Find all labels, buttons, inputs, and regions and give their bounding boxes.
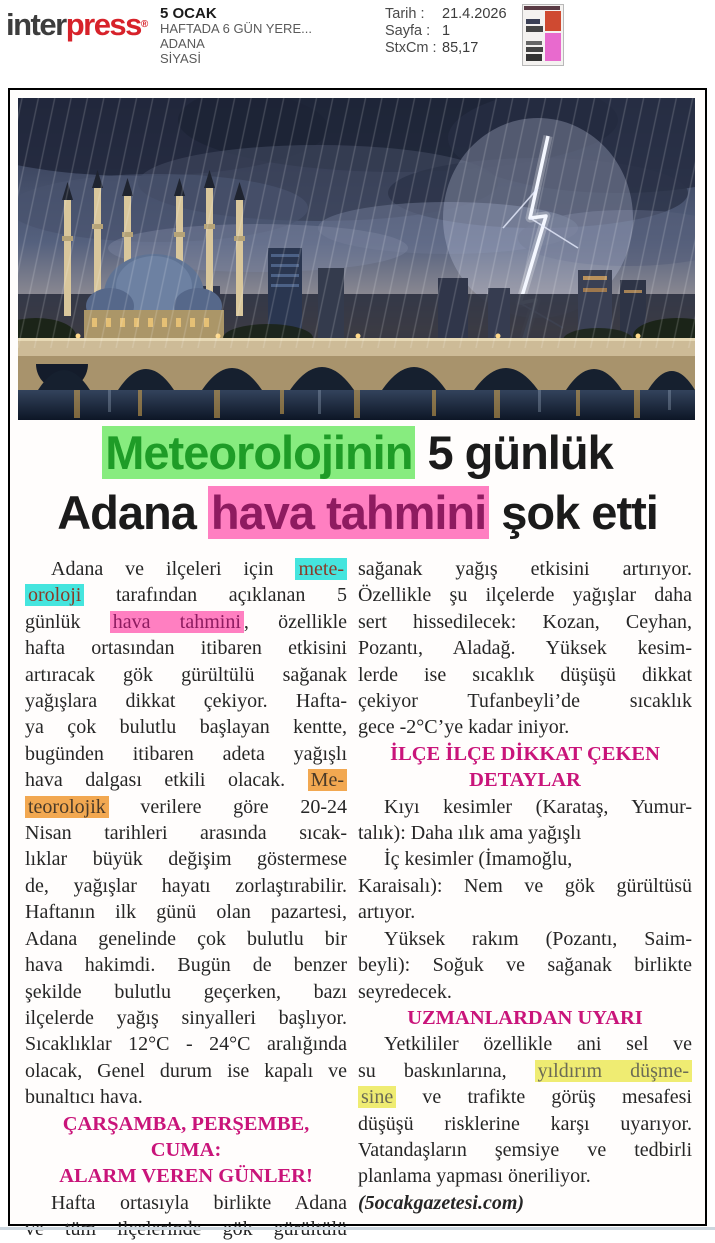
logo-part-press: press <box>65 7 141 42</box>
text-run: tarafından açıklanan 5 <box>84 584 347 607</box>
meta-page-label: Sayfa : <box>385 23 431 39</box>
article-line <box>25 609 347 635</box>
text-run: DETAYLAR <box>469 769 581 792</box>
article-line <box>358 1111 692 1137</box>
highlighted-text: oroloji <box>25 584 84 606</box>
text-run: seyredecek. <box>358 980 452 1003</box>
article-line <box>25 714 347 740</box>
section-subhead <box>25 1111 347 1164</box>
text-run: de, yağışlar hayatı zorlaştırabilir. <box>25 874 347 897</box>
text-run: lıklar büyük değişim göstermese <box>25 848 347 871</box>
meta-date-value: 21.4.2026 <box>442 6 507 22</box>
meta-stxcm-row <box>385 40 507 57</box>
article-line <box>25 820 347 846</box>
text-run: şekilde bulutlu geçerken, bazı <box>25 980 347 1003</box>
article-line <box>25 1190 347 1216</box>
article-line <box>358 899 692 925</box>
text-run: bugünden itibaren adeta yağışlı <box>25 742 347 765</box>
headline-line <box>20 483 695 543</box>
highlighted-text: mete- <box>295 558 347 580</box>
article-line <box>25 1031 347 1057</box>
text-run: 5 günlük <box>415 426 613 479</box>
article-line <box>358 952 692 978</box>
article-column-right <box>358 556 692 1216</box>
text-run: Adana genelinde çok bulutlu bir <box>25 927 347 950</box>
thumb-text-block <box>526 54 542 61</box>
text-run: hafta ortasından itibaren etkisini <box>25 637 347 660</box>
article-line <box>358 1190 692 1216</box>
article-line <box>358 979 692 1005</box>
thumb-text-block <box>526 26 543 32</box>
text-run: beyli): Soğuk ve sağanak birlikte <box>358 954 692 977</box>
article-line <box>358 556 692 582</box>
text-run: Sıcaklıklar 12°C - 24°C aralığında <box>25 1033 347 1056</box>
text-run: UZMANLARDAN UYARI <box>407 1006 643 1029</box>
text-run: talık): Daha ılık ama yağışlı <box>358 822 582 845</box>
text-run: hava hakimdi. Bugün de benzer <box>25 954 347 977</box>
text-run: hava dalgası etkili olacak. <box>25 769 308 792</box>
meta-date-label: Tarih : <box>385 6 425 22</box>
text-run: Hafta ortasıyla birlikte Adana <box>51 1191 347 1214</box>
interpress-logo <box>6 7 149 42</box>
section-subhead <box>358 741 692 767</box>
article-line <box>358 820 692 846</box>
highlighted-text: teorolojik <box>25 796 109 818</box>
text-run: günlük <box>25 610 110 633</box>
clipping-meta <box>385 6 507 57</box>
thumb-text-block <box>526 19 540 24</box>
article-photo <box>18 98 695 420</box>
thumb-photo-pink <box>545 33 561 61</box>
text-run: Özellikle şu ilçelerde yağışlar daha <box>358 584 692 607</box>
logo-part-inter: inter <box>6 7 66 42</box>
highlighted-text: yıldırım düşme- <box>535 1060 692 1082</box>
text-run: verilere göre 20-24 <box>108 795 347 818</box>
rain-overlay <box>18 98 695 348</box>
article-line <box>358 926 692 952</box>
article-line <box>358 873 692 899</box>
text-run: Nisan tarihleri arasında sıcak- <box>25 822 347 845</box>
text-run: yağışlara dikkat çekiyor. Hafta- <box>25 690 347 713</box>
article-line <box>358 582 692 608</box>
text-run: ilçelerde yağış sinyalleri başlıyor. <box>25 1006 347 1029</box>
article-line <box>25 582 347 608</box>
text-run: Adana <box>57 486 208 539</box>
article-line <box>25 556 347 582</box>
highlighted-text: hava tahmini <box>208 486 489 539</box>
article-line <box>25 794 347 820</box>
article-line <box>25 873 347 899</box>
text-run: çekiyor Tufanbeyli’de sıcaklık <box>358 690 692 713</box>
text-run: gece -2°C’ye kadar iniyor. <box>358 716 570 739</box>
text-run: planlama yapması öneriliyor. <box>358 1165 591 1188</box>
section-subhead <box>25 1163 347 1189</box>
article-line <box>25 846 347 872</box>
text-run: Yüksek rakım (Pozantı, Saim- <box>384 927 692 950</box>
meta-stxcm-value: 85,17 <box>442 40 479 56</box>
article-line <box>358 1084 692 1110</box>
registered-mark: ® <box>140 19 149 30</box>
article-line <box>358 1058 692 1084</box>
highlighted-text: sine <box>358 1086 396 1108</box>
text-run: , özellikle <box>243 610 348 633</box>
highlighted-text: Me- <box>308 769 347 791</box>
text-run: İç kesimler (İmamoğlu, <box>384 848 573 871</box>
article-line <box>358 794 692 820</box>
text-run: lerde ise sıcaklık düşüşü dikkat <box>358 663 692 686</box>
text-run: şok etti <box>489 486 658 539</box>
section-subhead <box>358 767 692 793</box>
publication-category: SİYASİ <box>160 51 201 66</box>
text-run: sert hissedilecek: Kozan, Ceyhan, <box>358 610 692 633</box>
article-line <box>358 609 692 635</box>
article-line <box>25 1058 347 1084</box>
text-run: Vatandaşların şemsiye ve tedbirli <box>358 1138 692 1161</box>
text-run: İLÇE İLÇE DİKKAT ÇEKEN <box>390 742 660 765</box>
thumb-text-block <box>526 41 542 45</box>
headline-line <box>20 423 695 483</box>
article-line <box>25 688 347 714</box>
text-run: ya çok bulutlu başlayan kentte, <box>25 716 347 739</box>
text-run: su baskınlarına, <box>358 1059 535 1082</box>
highlighted-text: hava tahmini <box>110 611 244 633</box>
text-run: artıyor. <box>358 901 416 924</box>
text-run: Kıyı kesimler (Karataş, Yumur- <box>384 795 692 818</box>
text-run: (5ocakgazetesi.com) <box>358 1191 525 1214</box>
publication-frequency: HAFTADA 6 GÜN YERE... <box>160 21 312 36</box>
text-run: Haftanın ilk günü olan pazartesi, <box>25 901 347 924</box>
meta-page-row <box>385 23 507 40</box>
thumb-text-block <box>526 47 543 52</box>
thumb-photo-red <box>545 11 561 31</box>
article-line <box>358 714 692 740</box>
text-run: Adana ve ilçeleri için <box>51 558 296 580</box>
publication-info <box>160 6 312 66</box>
text-run: ÇARŞAMBA, PERŞEMBE, CUMA: <box>62 1112 310 1161</box>
article-line <box>25 952 347 978</box>
article-line <box>358 662 692 688</box>
text-run: ve trafikte görüş mesafesi <box>396 1086 692 1109</box>
article-line <box>25 741 347 767</box>
text-run: Pozantı, Aladağ. Yüksek kesim- <box>358 637 692 660</box>
text-run: Karaisalı): Nem ve gök gürültüsü <box>358 874 692 897</box>
meta-page-value: 1 <box>442 23 451 39</box>
highlighted-text: Meteorolojinin <box>102 426 415 479</box>
article-column-left <box>25 556 347 1243</box>
text-run: sağanak yağış etkisini artırıyor. <box>358 558 692 580</box>
article-line <box>358 846 692 872</box>
section-subhead <box>358 1005 692 1031</box>
article-headline <box>20 423 695 543</box>
text-run: Yetkililer özellikle ani sel ve <box>384 1033 692 1056</box>
article-line <box>358 635 692 661</box>
text-run: bunaltıcı hava. <box>25 1086 143 1109</box>
publication-city: ADANA <box>160 36 205 51</box>
page-bottom-edge <box>0 1227 715 1230</box>
thumb-masthead <box>524 6 560 10</box>
text-run: artıracak gök gürültülü sağanak <box>25 663 347 686</box>
article-line <box>358 1163 692 1189</box>
newspaper-page-thumbnail[interactable] <box>522 4 564 66</box>
meta-date-row <box>385 6 507 23</box>
text-run: ALARM VEREN GÜNLER! <box>59 1165 313 1188</box>
article-line <box>358 1031 692 1057</box>
publication-name: 5 OCAK <box>160 5 217 22</box>
river-water <box>18 390 695 420</box>
article-line <box>25 899 347 925</box>
article-line <box>25 767 347 793</box>
article-line <box>25 979 347 1005</box>
article-line <box>25 635 347 661</box>
storm-photo-illustration <box>18 98 695 420</box>
article-line <box>25 1084 347 1110</box>
article-line <box>25 1005 347 1031</box>
text-run: düşüşü risklerine karşı uyarıyor. <box>358 1112 692 1135</box>
text-run: olacak, Genel durum ise kapalı ve <box>25 1059 347 1082</box>
article-line <box>358 1137 692 1163</box>
article-line <box>358 688 692 714</box>
article-line <box>25 662 347 688</box>
article-line <box>25 926 347 952</box>
meta-stxcm-label: StxCm : <box>385 40 437 56</box>
